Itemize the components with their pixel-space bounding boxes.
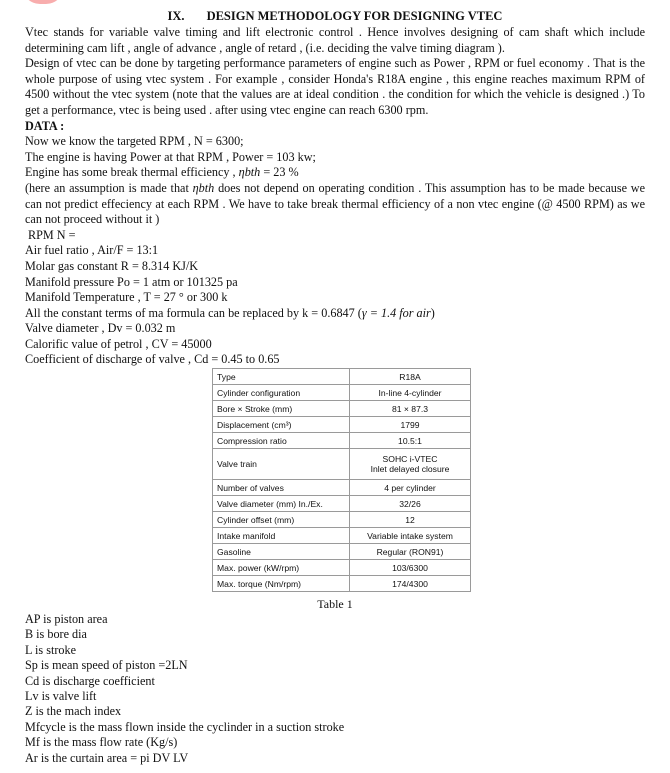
efficiency-prefix: Engine has some break thermal efficiency , bbox=[25, 165, 239, 180]
document-page bbox=[25, 9, 645, 368]
notation-item: Lv is valve lift bbox=[25, 689, 97, 704]
assumption-text-1: (here an assumption is made that bbox=[25, 180, 193, 195]
table-cell-label: Max. torque (Nm/rpm) bbox=[213, 576, 350, 592]
table-cell-value: Regular (RON91) bbox=[350, 544, 471, 560]
table-cell-label: Cylinder configuration bbox=[213, 385, 350, 401]
table-cell-label: Type bbox=[213, 369, 350, 385]
design-paragraph: Design of vtec can be done by targeting performance parameters of engine such as Power , RPM or fuel economy . That is the whole purpose of using vtec system . For example , consider Honda's R18A engine , this engine reaches maximum RPM of 4500 without the vtec system (note that the values are at ideal condition . the condition for which the vehicle is designed .) To get a performance, vtec is being used . after using vtec engine can reach 6300 rpm. bbox=[25, 56, 645, 117]
table-cell-label: Bore × Stroke (mm) bbox=[213, 401, 350, 417]
table-cell-value: Variable intake system bbox=[350, 528, 471, 544]
table-row bbox=[213, 449, 471, 480]
engine-spec-table bbox=[212, 368, 471, 592]
table-cell-label: Valve diameter (mm) In./Ex. bbox=[213, 496, 350, 512]
notation-item: B is bore dia bbox=[25, 627, 87, 642]
rpm-n-line: RPM N = bbox=[28, 227, 76, 242]
power-line: The engine is having Power at that RPM , Power = 103 kw; bbox=[25, 149, 316, 164]
table-row bbox=[213, 512, 471, 528]
table-cell-label: Max. power (kW/rpm) bbox=[213, 560, 350, 576]
notation-item: AP is piston area bbox=[25, 612, 108, 626]
table-row bbox=[213, 560, 471, 576]
valve-train-line-2: Inlet delayed closure bbox=[370, 464, 450, 474]
logo-mark bbox=[22, 0, 64, 4]
table-row bbox=[213, 369, 471, 385]
air-fuel-line: Air fuel ratio , Air/F = 13:1 bbox=[25, 243, 159, 258]
calorific-value-line: Calorific value of petrol , CV = 45000 bbox=[25, 336, 212, 351]
manifold-temperature-line: Manifold Temperature , T = 27 ° or 300 k bbox=[25, 290, 228, 305]
table-cell-value: 1799 bbox=[350, 417, 471, 433]
targeted-rpm-line: Now we know the targeted RPM , N = 6300; bbox=[25, 134, 244, 149]
table-row bbox=[213, 385, 471, 401]
constant-terms-line bbox=[25, 306, 645, 322]
table-row bbox=[213, 576, 471, 592]
gas-constant-line: Molar gas constant R = 8.314 KJ/K bbox=[25, 258, 199, 273]
table-row bbox=[213, 480, 471, 496]
table-cell-value: 81 × 87.3 bbox=[350, 401, 471, 417]
table-cell-value bbox=[350, 449, 471, 480]
table-cell-value: 103/6300 bbox=[350, 560, 471, 576]
assumption-text-2: does not depend on operating condition . This assumption has to be made because we can not predict effeciency at each RPM . We have to take break thermal efficiency of a non vtec engine (@ 4500 RPM) as we can not proceed without it ) bbox=[25, 180, 645, 227]
table-row bbox=[213, 544, 471, 560]
notation-list bbox=[25, 612, 344, 766]
table-row bbox=[213, 528, 471, 544]
table-cell-value: 10.5:1 bbox=[350, 433, 471, 449]
notation-item: Z is the mach index bbox=[25, 704, 122, 719]
table-cell-value: In-line 4-cylinder bbox=[350, 385, 471, 401]
table-cell-value: 32/26 bbox=[350, 496, 471, 512]
table-cell-label: Number of valves bbox=[213, 480, 350, 496]
table-cell-label: Compression ratio bbox=[213, 433, 350, 449]
gamma-formula: γ = 1.4 for air bbox=[361, 305, 431, 320]
efficiency-value: = 23 % bbox=[260, 165, 299, 180]
constant-suffix: ) bbox=[430, 305, 435, 320]
table-cell-label: Intake manifold bbox=[213, 528, 350, 544]
table-cell-label: Cylinder offset (mm) bbox=[213, 512, 350, 528]
data-heading: DATA : bbox=[25, 118, 65, 133]
table-cell-label: Valve train bbox=[213, 449, 350, 480]
notation-item: Mfcycle is the mass flown inside the cyclinder in a suction stroke bbox=[25, 719, 345, 734]
notation-item: Sp is mean speed of piston =2LN bbox=[25, 658, 188, 673]
table-cell-label: Displacement (cm³) bbox=[213, 417, 350, 433]
table-row bbox=[213, 417, 471, 433]
intro-paragraph: Vtec stands for variable valve timing and lift electronic control . Hence involves designing of cam shaft which include determining cam lift , angle of advance , angle of retard , (i.e. deciding the valve timing diagram ). bbox=[25, 25, 645, 55]
table-row bbox=[213, 433, 471, 449]
table-caption: Table 1 bbox=[317, 597, 353, 611]
table-cell-value: R18A bbox=[350, 369, 471, 385]
section-number: IX. bbox=[167, 9, 185, 23]
manifold-pressure-line: Manifold pressure Po = 1 atm or 101325 pa bbox=[25, 274, 238, 289]
valve-train-line-1: SOHC i-VTEC bbox=[382, 454, 438, 464]
constant-prefix: All the constant terms of ma formula can be replaced by k = 0.6847 ( bbox=[25, 305, 362, 320]
notation-item: Cd is discharge coefficient bbox=[25, 673, 155, 688]
table-cell-value: 4 per cylinder bbox=[350, 480, 471, 496]
table-row bbox=[213, 401, 471, 417]
assumption-paragraph bbox=[25, 181, 645, 228]
notation-item: Ar is the curtain area = pi DV LV bbox=[25, 750, 189, 765]
table-row bbox=[213, 496, 471, 512]
assumption-symbol: ηbth bbox=[192, 180, 215, 195]
table-cell-value: 12 bbox=[350, 512, 471, 528]
table-cell-label: Gasoline bbox=[213, 544, 350, 560]
section-heading bbox=[25, 9, 645, 24]
section-title: DESIGN METHODOLOGY FOR DESIGNING VTEC bbox=[206, 9, 503, 23]
table-cell-value: 174/4300 bbox=[350, 576, 471, 592]
notation-item: L is stroke bbox=[25, 642, 76, 657]
notation-item: Mf is the mass flow rate (Kg/s) bbox=[25, 735, 178, 750]
efficiency-line bbox=[25, 165, 645, 181]
efficiency-symbol: ηbth bbox=[238, 165, 261, 180]
discharge-coefficient-line: Coefficient of discharge of valve , Cd = 0.45 to 0.65 bbox=[25, 352, 280, 367]
valve-diameter-line: Valve diameter , Dv = 0.032 m bbox=[25, 321, 176, 336]
